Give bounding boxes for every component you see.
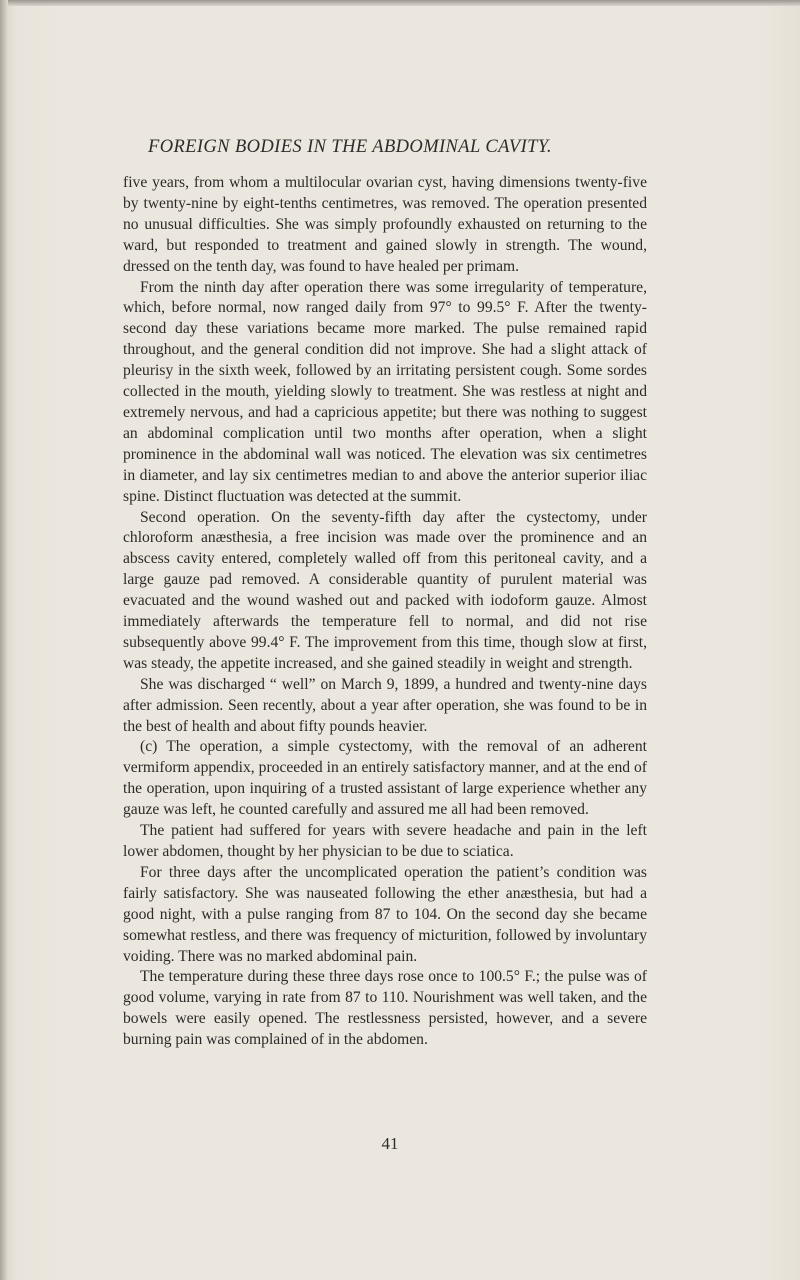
- page-number: 41: [381, 1134, 399, 1153]
- paragraph-8: The temperature during these three days rose once to 100.5° F.; the pulse was of good volume, varying in rate from 87 to 110. Nourishment was well taken, and the bowels were easily opened. The restlessness persisted, however, and a severe burning pain was complained of in the abdomen.: [123, 968, 647, 1049]
- page-top-edge: [0, 0, 800, 6]
- paragraph-7: For three days after the uncomplicated operation the patient’s condition was fairly satisfactory. She was nauseated following the ether anæsthesia, but had a good night, with a pulse ranging from 87 to 104. On the second day she became somewhat restless, and there was frequency of micturition, followed by involuntary voiding. There was no marked abdominal pain.: [123, 863, 647, 965]
- paragraph-1: five years, from whom a multilocular ovarian cyst, having dimensions twenty-five by twenty-nine by eight-tenths centimetres, was removed. The operation presented no unusual difficulties. She was simply profoundly exhausted on returning to the ward, but responded to treatment and gained slowly in strength. The wound, dressed on the tenth day, was found to have healed per primam.: [123, 174, 647, 275]
- page-binding-edge: [0, 0, 8, 1280]
- paragraph-2: From the ninth day after operation there was some irregularity of temperature, which, before normal, now ranged daily from 97° to 99.5° F. After the twenty-second day these variations became more marked. The pulse remained rapid throughout, and the general condition did not improve. She had a slight attack of pleurisy in the sixth week, followed by an irritating persistent cough. Some sordes collected in the mouth, yielding slowly to treatment. She was restless at night and extremely nervous, and had a capricious appetite; but there was nothing to suggest an abdominal complication until two months after operation, when a slight prominence in the abdominal wall was noticed. The elevation was six centimetres in diameter, and lay six centimetres median to and above the anterior superior iliac spine. Distinct fluctuation was detected at the summit.: [123, 278, 647, 505]
- body-text: [123, 173, 647, 1051]
- running-title: FOREIGN BODIES IN THE ABDOMINAL CAVITY.: [148, 137, 552, 157]
- paragraph-5: (c) The operation, a simple cystectomy, with the removal of an adherent vermiform appendix, proceeded in an entirely satisfactory manner, and at the end of the operation, upon inquiring of a trusted assistant of large experience whether any gauze was left, he counted carefully and assured me all had been removed.: [123, 738, 647, 819]
- paragraph-3: Second operation. On the seventy-fifth day after the cystectomy, under chloroform anæsthesia, a free incision was made over the prominence and an abscess cavity entered, completely walled off from this peritoneal cavity, and a large gauze pad removed. A considerable quantity of purulent material was evacuated and the wound washed out and packed with iodoform gauze. Almost immediately afterwards the temperature fell to normal, and did not rise subsequently above 99.4° F. The improvement from this time, though slow at first, was steady, the appetite increased, and she gained steadily in weight and strength.: [123, 508, 647, 672]
- paragraph-4: She was discharged “ well” on March 9, 1899, a hundred and twenty-nine days after admission. Seen recently, about a year after operation, she was found to be in the best of health and about fifty pounds heavier.: [123, 675, 647, 735]
- paragraph-6: The patient had suffered for years with severe headache and pain in the left lower abdomen, thought by her physician to be due to sciatica.: [123, 822, 647, 860]
